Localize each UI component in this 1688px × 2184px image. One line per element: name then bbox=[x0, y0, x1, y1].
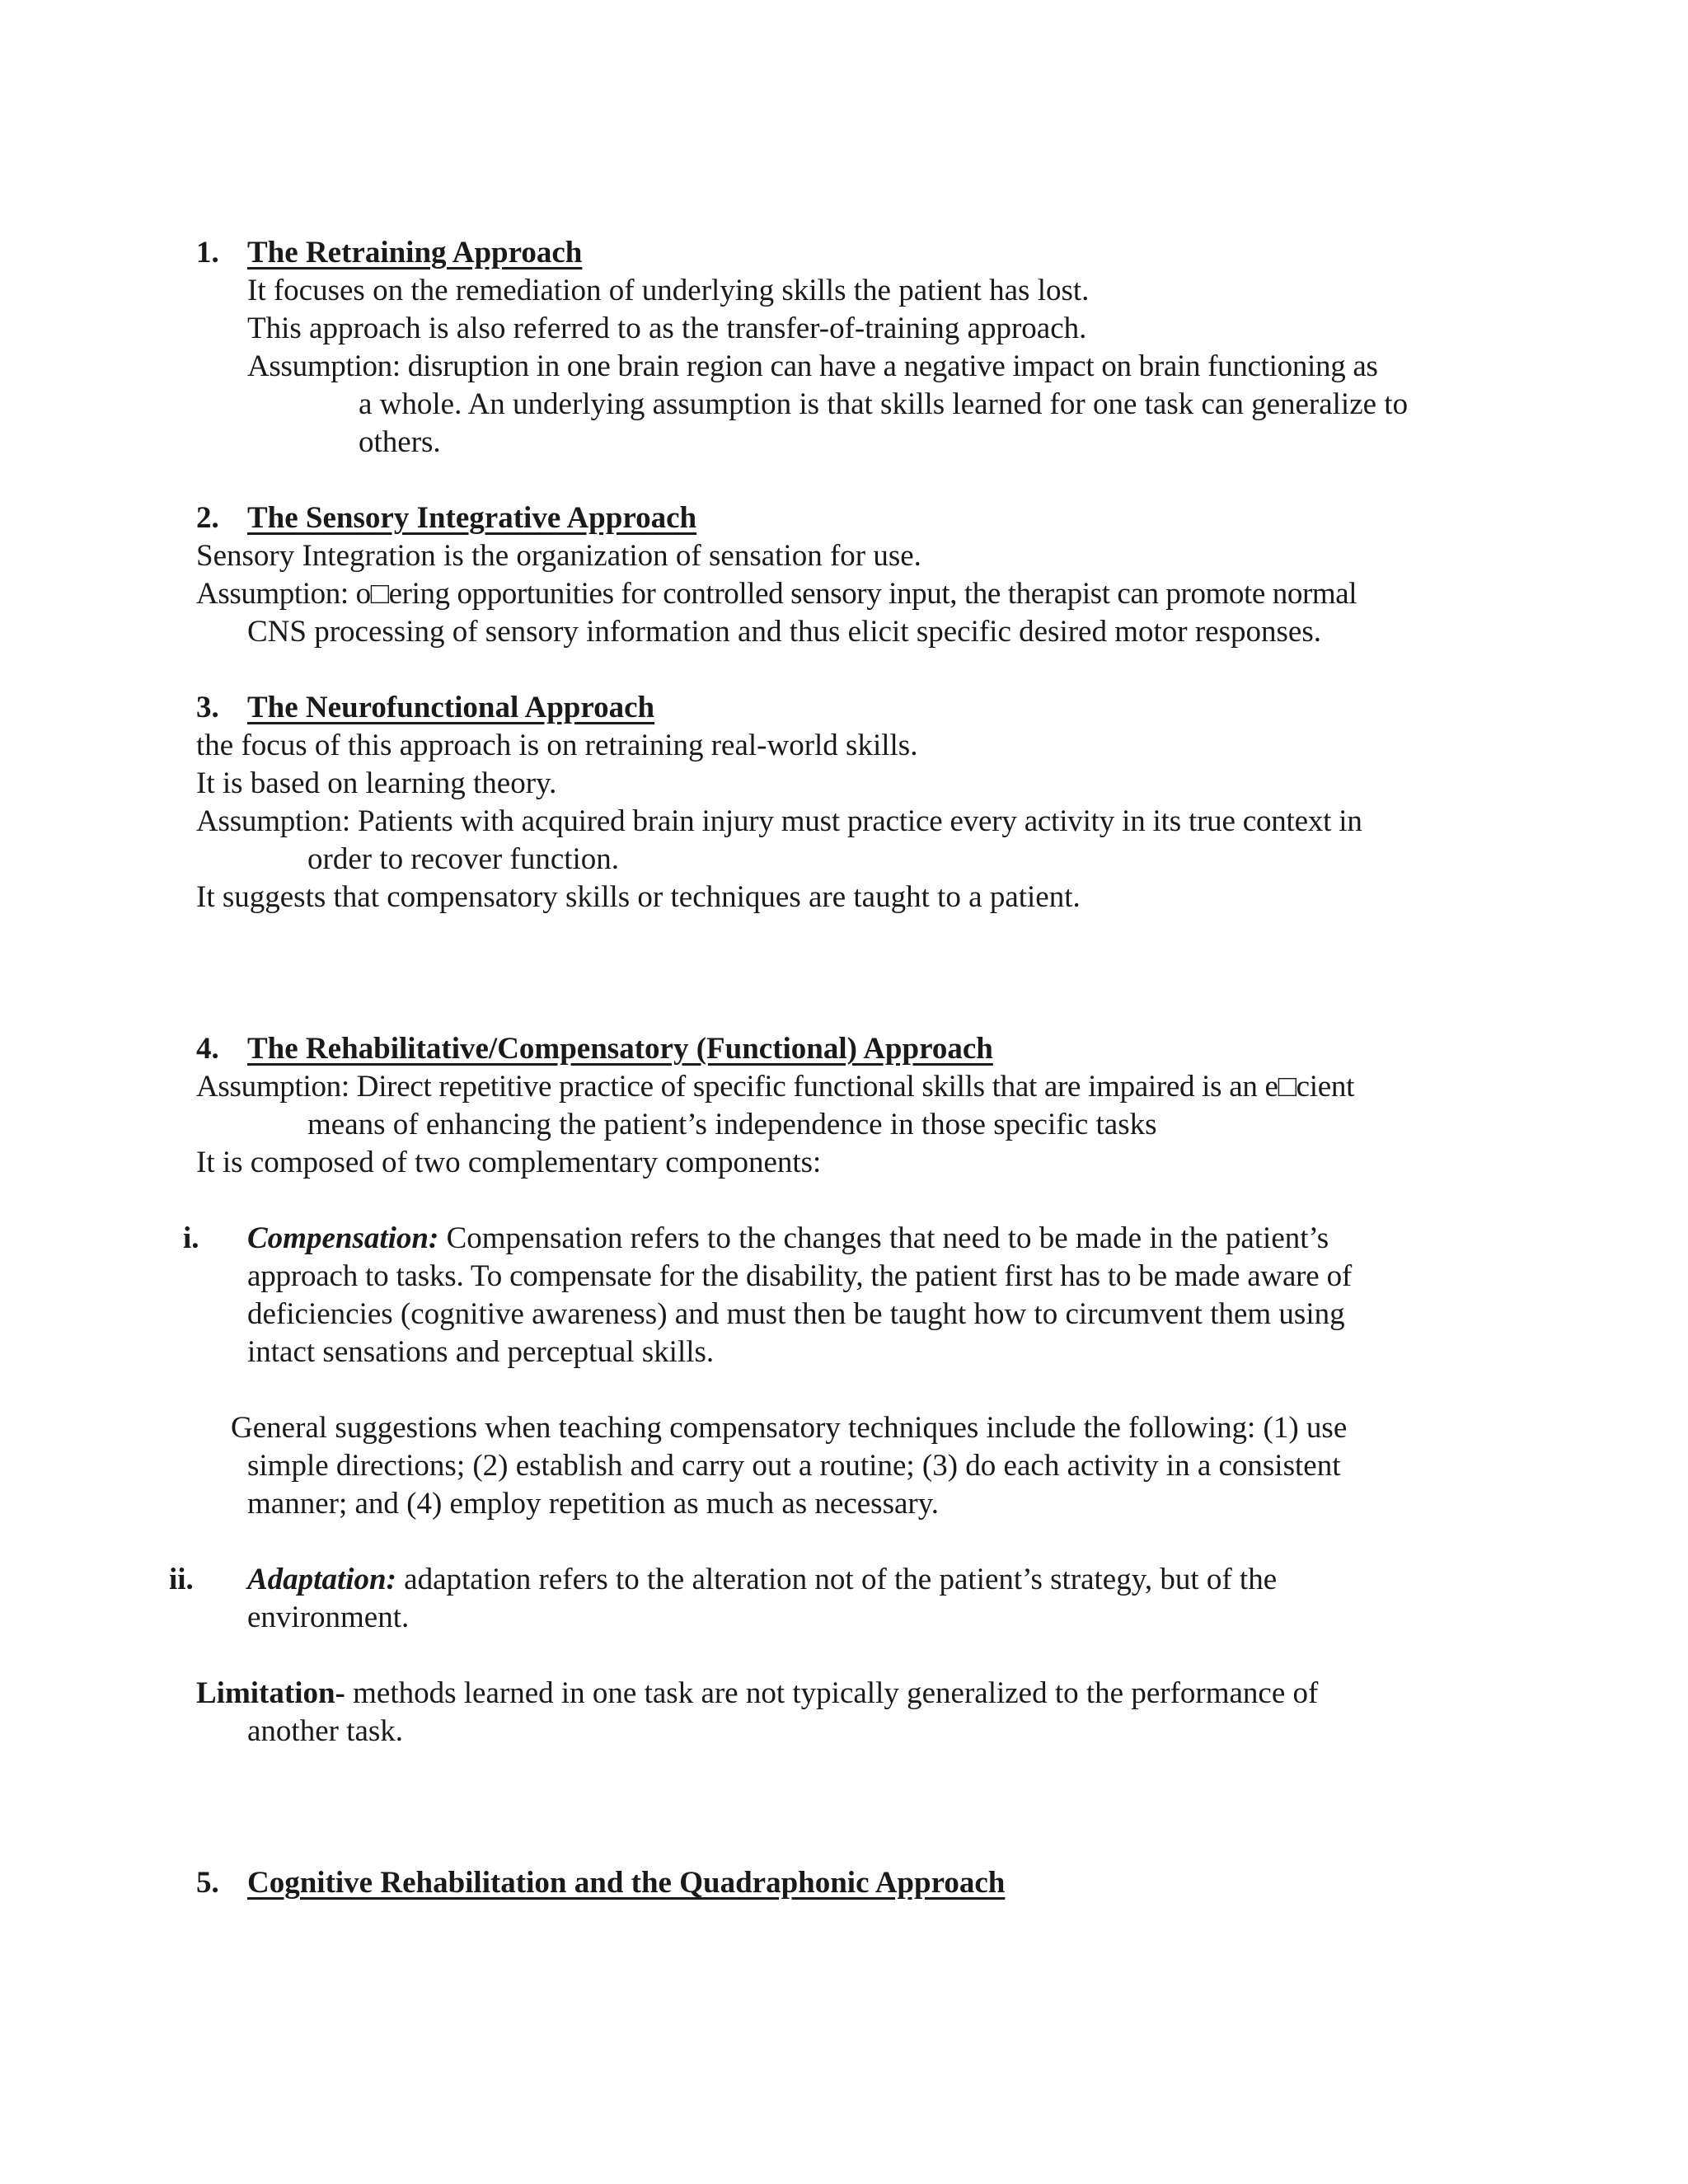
section-3-assumption: Assumption: Patients with acquired brain injury must practice every activity in its true context in bbox=[196, 804, 1362, 838]
component-i-line-3: deficiencies (cognitive awareness) and must then be taught how to circumvent them using bbox=[247, 1297, 1345, 1331]
component-i-marker: i. bbox=[183, 1221, 199, 1255]
component-i-line-4: intact sensations and perceptual skills. bbox=[247, 1335, 715, 1369]
section-5-number: 5. bbox=[196, 1866, 219, 1900]
section-4-components-intro: It is composed of two complementary components: bbox=[196, 1146, 822, 1179]
section-2-line-1: Sensory Integration is the organization of sensation for use. bbox=[196, 539, 921, 573]
section-2-number: 2. bbox=[196, 501, 219, 535]
section-1-assumption-cont-1: a whole. An underlying assumption is that skills learned for one task can generalize to bbox=[359, 387, 1409, 421]
section-4-title: The Rehabilitative/Compensatory (Functional) Approach bbox=[247, 1032, 993, 1066]
section-3-line-2: It is based on learning theory. bbox=[196, 766, 557, 800]
component-ii-line-1: adaptation refers to the alteration not of the patient’s strategy, but of the bbox=[404, 1563, 1278, 1596]
limitation-line-1: methods learned in one task are not typically generalized to the performance of bbox=[353, 1676, 1319, 1710]
section-1-assumption-cont-2: others. bbox=[359, 425, 441, 459]
section-1-number: 1. bbox=[196, 236, 219, 269]
component-i-first-line bbox=[247, 1220, 1329, 1258]
component-i-line-2: approach to tasks. To compensate for the disability, the patient first has to be made aware of bbox=[247, 1259, 1352, 1293]
section-4-number: 4. bbox=[196, 1032, 219, 1066]
section-1-assumption: Assumption: disruption in one brain region can have a negative impact on brain functioning as bbox=[247, 349, 1378, 383]
component-ii-first-line bbox=[247, 1561, 1277, 1599]
section-3-line-1: the focus of this approach is on retraining real-world skills. bbox=[196, 729, 918, 762]
component-i-suggestions-1: General suggestions when teaching compensatory techniques include the following: (1) use bbox=[231, 1411, 1348, 1445]
section-4-assumption: Assumption: Direct repetitive practice of specific functional skills that are impaired is an e□cient bbox=[196, 1070, 1355, 1104]
component-i-suggestions-3: manner; and (4) employ repetition as much as necessary. bbox=[247, 1487, 940, 1521]
limitation-label: Limitation- bbox=[196, 1676, 345, 1710]
component-i-line-1: Compensation refers to the changes that need to be made in the patient’s bbox=[446, 1221, 1329, 1255]
component-i-term: Compensation: bbox=[247, 1221, 439, 1255]
limitation-first-line bbox=[196, 1675, 1318, 1713]
limitation-line-2: another task. bbox=[247, 1714, 404, 1748]
section-5-title: Cognitive Rehabilitation and the Quadraphonic Approach bbox=[247, 1866, 1006, 1900]
section-2-title: The Sensory Integrative Approach bbox=[247, 501, 697, 535]
section-3-line-5: It suggests that compensatory skills or techniques are taught to a patient. bbox=[196, 880, 1081, 914]
component-ii-marker: ii. bbox=[169, 1563, 194, 1596]
section-3-title: The Neurofunctional Approach bbox=[247, 691, 655, 724]
component-i-suggestions-2: simple directions; (2) establish and carry out a routine; (3) do each activity in a consistent bbox=[247, 1449, 1341, 1483]
section-2-assumption: Assumption: o□ering opportunities for controlled sensory input, the therapist can promote normal bbox=[196, 577, 1357, 611]
section-1-title: The Retraining Approach bbox=[247, 236, 583, 269]
section-1-line-1: It focuses on the remediation of underlying skills the patient has lost. bbox=[247, 274, 1090, 307]
section-4-assumption-cont: means of enhancing the patient’s independence in those specific tasks bbox=[307, 1108, 1157, 1141]
section-3-assumption-cont: order to recover function. bbox=[307, 842, 620, 876]
component-ii-term: Adaptation: bbox=[247, 1563, 396, 1596]
section-2-assumption-cont: CNS processing of sensory information and thus elicit specific desired motor responses. bbox=[247, 615, 1321, 649]
component-ii-line-2: environment. bbox=[247, 1601, 410, 1634]
section-1-line-2: This approach is also referred to as the transfer-of-training approach. bbox=[247, 312, 1087, 345]
section-3-number: 3. bbox=[196, 691, 219, 724]
